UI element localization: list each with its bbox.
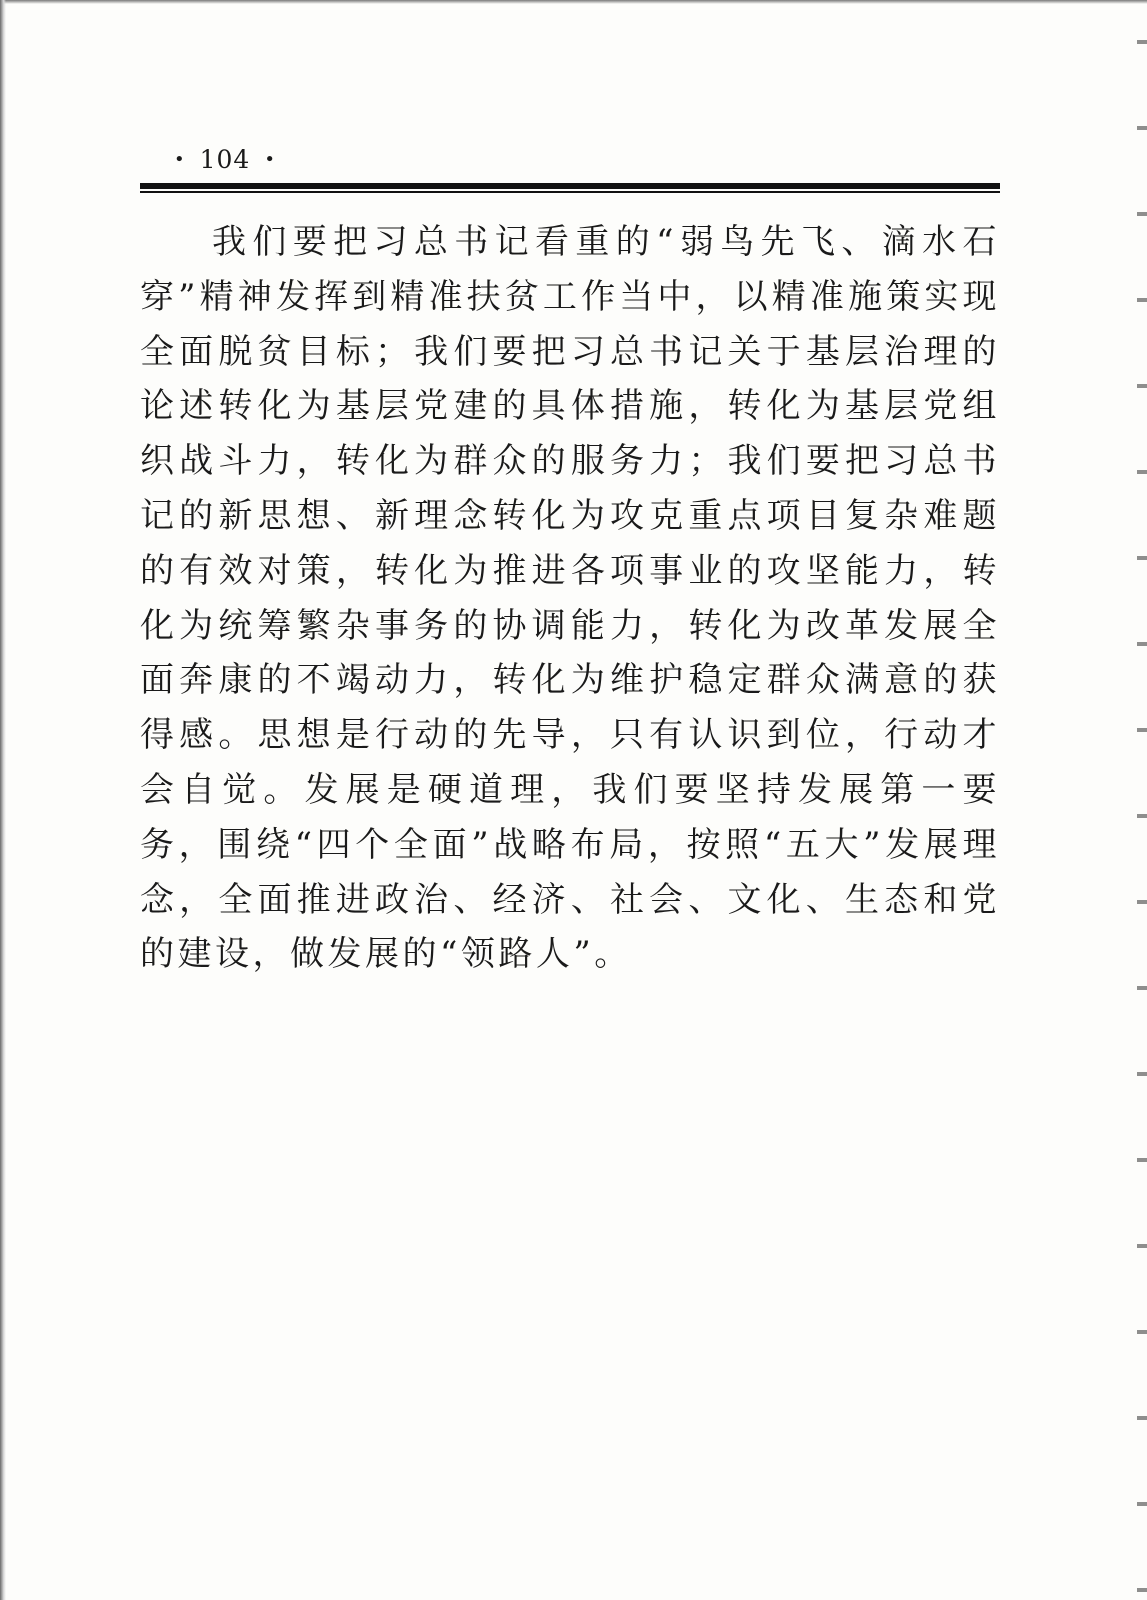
page-number-bullet-left: • bbox=[174, 148, 186, 170]
header-rule-thin bbox=[140, 191, 1000, 193]
scan-right-edge bbox=[1137, 0, 1147, 1600]
page-number-bullet-right: • bbox=[264, 148, 276, 170]
page-number: 104 bbox=[199, 144, 251, 174]
scan-top-edge bbox=[0, 0, 1147, 4]
header-rule-thick bbox=[140, 183, 1000, 189]
body-paragraph: 我们要把习总书记看重的“弱鸟先飞、滴水石穿”精神发挥到精准扶贫工作当中，以精准施策实现全面脱贫目标；我们要把习总书记关于基层治理的论述转化为基层党建的具体措施，转化为基层党组织战斗力，转化为群众的服务力；我们要把习总书记的新思想、新理念转化为攻克重点项目复杂难题的有效对策，转化为推进各项事业的攻坚能力，转化为统筹繁杂事务的协调能力，转化为改革发展全面奔康的不竭动力，转化为维护稳定群众满意的获得感。思想是行动的先导，只有认识到位，行动才会自觉。发展是硬道理，我们要坚持发展第一要务，围绕“四个全面”战略布局，按照“五大”发展理念，全面推进政治、经济、社会、文化、生态和党的建设，做发展的“领路人”。 bbox=[140, 222, 1000, 975]
scan-left-edge bbox=[0, 0, 6, 1600]
page-header bbox=[160, 142, 290, 176]
